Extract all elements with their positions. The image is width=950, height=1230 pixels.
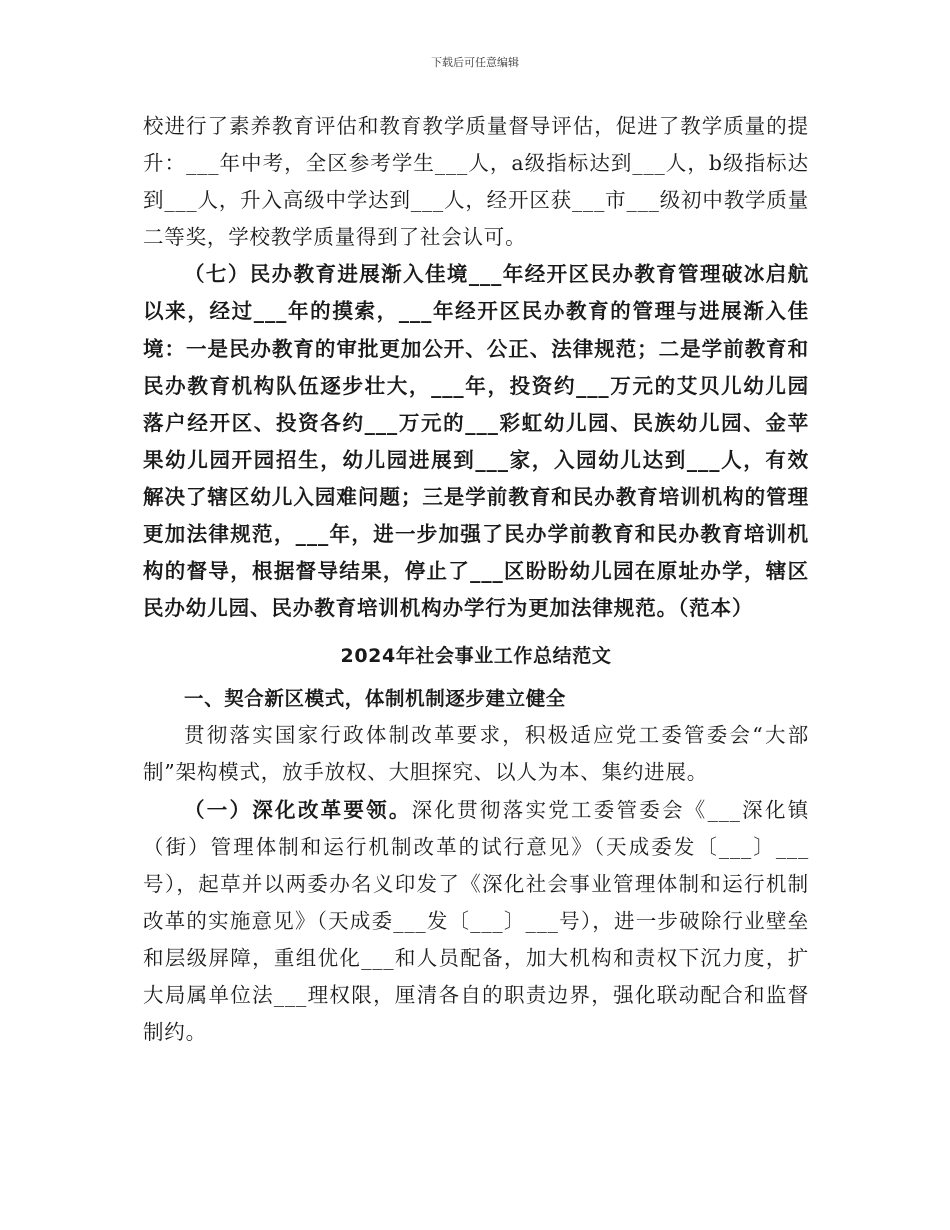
paragraph-lead-text: （一）深化改革要领。 xyxy=(184,797,412,822)
document-body xyxy=(143,108,809,1051)
section-heading-1: 一、契合新区模式，体制机制逐步建立健全 xyxy=(184,687,566,711)
paragraph-body-text: 深化贯彻落实党工委管委会《___深化镇（街）管理体制和运行机制改革的试行意见》（天成委发〔___〕___号），起草并以两委办名义印发了《深化社会事业管理体制和运行机制改革的实施意见》（天成委___发〔___〕___号），进一步破除行业壁垒和层级屏障，重组优化___和人员配备，加大机构和责权下沉力度，扩大局属单位法___理权限，厘清各自的职责边界，强化联动配合和监督制约。 xyxy=(143,797,810,1045)
paragraph-deepen-reform xyxy=(143,792,809,1052)
document-title: 2024年社会事业工作总结范文 xyxy=(340,645,612,668)
page-header-note: 下载后可任意编辑 xyxy=(431,56,519,69)
paragraph-reform-intro: 贯彻落实国家行政体制改革要求，积极适应党工委管委会“大部制”架构模式，放手放权、大胆探究、以人为本、集约进展。 xyxy=(143,723,809,785)
paragraph-teaching-quality: 校进行了素养教育评估和教育教学质量督导评估，促进了教学质量的提升：___年中考，全区参考学生___人，a级指标达到___人，b级指标达到___人，升入高级中学达到___人，经开区获___市___级初中教学质量二等奖，学校教学质量得到了社会认可。 xyxy=(143,114,809,250)
paragraph-private-education: （七）民办教育进展渐入佳境___年经开区民办教育管理破冰启航以来，经过___年的摸索，___年经开区民办教育的管理与进展渐入佳境：一是民办教育的审批更加公开、公正、法律规范；二是学前教育和民办教育机构队伍逐步壮大，___年，投资约___万元的艾贝儿幼儿园落户经开区、投资各约___万元的___彩虹幼儿园、民族幼儿园、金苹果幼儿园开园招生，幼儿园进展到___家，入园幼儿达到___人，有效解决了辖区幼儿入园难问题；三是学前教育和民办教育培训机构的管理更加法律规范，___年，进一步加强了民办学前教育和民办教育培训机构的督导，根据督导结果，停止了___区盼盼幼儿园在原址办学，辖区民办幼儿园、民办教育培训机构办学行为更加法律规范。（范本） xyxy=(143,262,809,621)
